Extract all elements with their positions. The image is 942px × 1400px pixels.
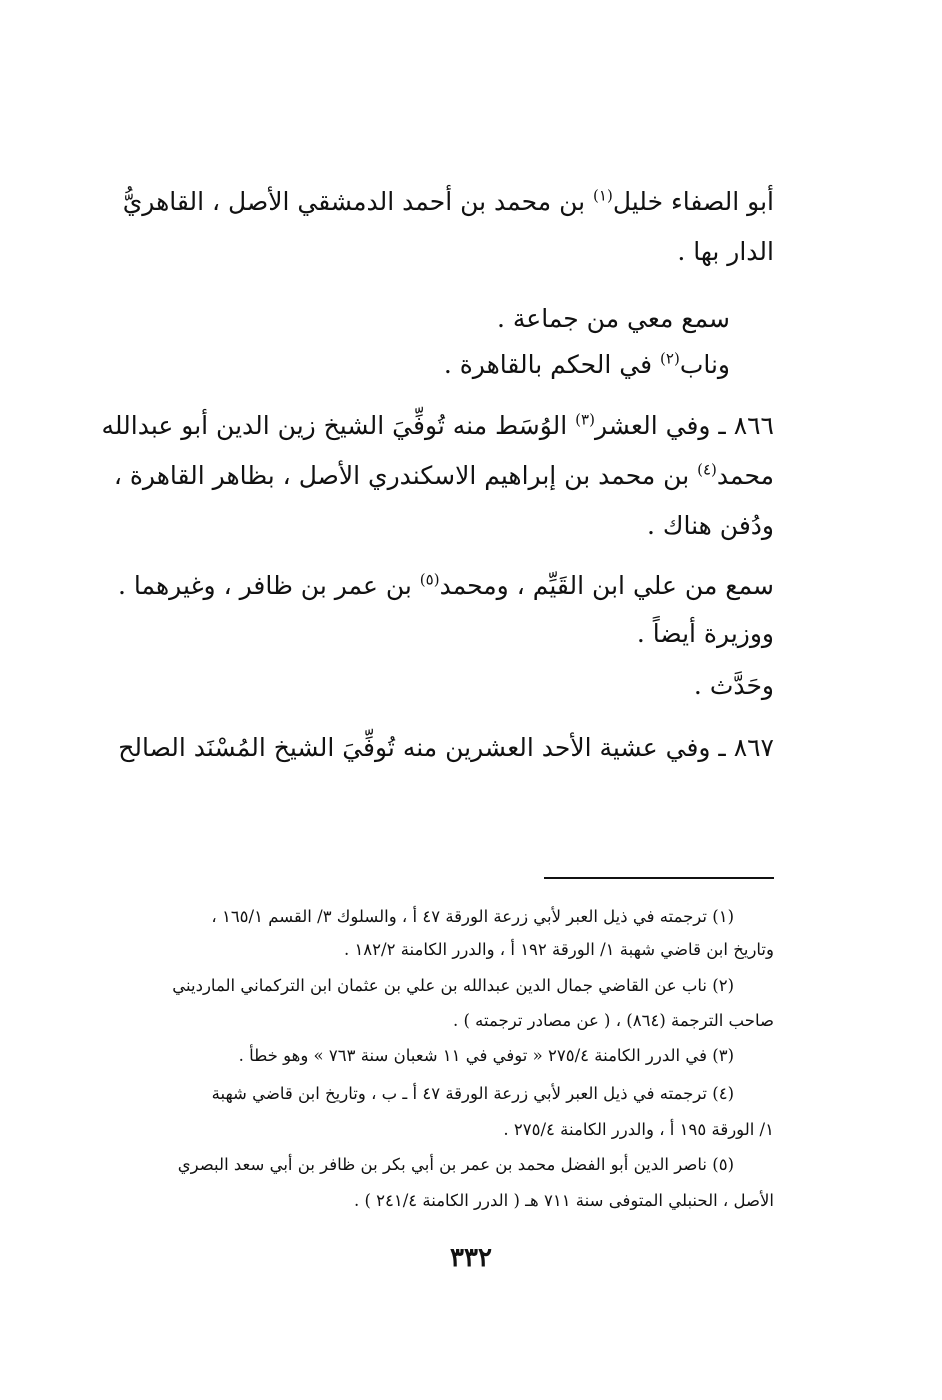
entry-866-line-3: [647, 508, 774, 544]
footnote-4-line-2: ١/ الورقة ١٩٥ أ ، والدرر الكامنة ٢٧٥/٤ .: [503, 1120, 774, 1139]
body-text: محمد: [716, 461, 774, 490]
body-text: بن محمد بن إبراهيم الاسكندري الأصل ، بظاهر القاهرة ،: [113, 461, 690, 490]
footnote-1-line-2: وتاريخ ابن قاضي شهبة ١/ الورقة ١٩٢ أ ، والدرر الكامنة ١٨٢/٢ .: [343, 940, 774, 959]
body-text: ووزيرة أيضاً .: [636, 619, 774, 648]
body-text: سمع من علي ابن القَيِّم ، ومحمد: [439, 571, 774, 600]
entry-866-line-2: [114, 458, 774, 494]
body-line-4: [444, 347, 730, 383]
body-line-3: [497, 301, 730, 337]
footnote-3: (٣) في الدرر الكامنة ٢٧٥/٤ « توفي في ١١ شعبان سنة ٧٦٣ » وهو خطأ .: [238, 1046, 734, 1065]
body-line-10: [694, 668, 774, 704]
footnote-1-line-1: (١) ترجمته في ذيل العبر لأبي زرعة الورقة ٤٧ أ ، والسلوك ٣/ القسم ١٦٥/١ ،: [211, 907, 734, 926]
body-text: ودُفن هناك .: [647, 511, 774, 540]
body-text: ٨٦٦ ـ وفي العشر: [594, 411, 774, 440]
page-number: ٣٣٢: [450, 1243, 492, 1273]
footnote-4-line-1: (٤) ترجمته في ذيل العبر لأبي زرعة الورقة ٤٧ أ ـ ب ، وتاريخ ابن قاضي شهبة: [211, 1084, 734, 1103]
footnote-ref-1: (١): [593, 186, 613, 205]
body-text: الوُسَط منه تُوفِّيَ الشيخ زين الدين أبو عبدالله: [101, 411, 568, 440]
footnote-ref-4: (٤): [697, 460, 717, 479]
body-line-1: [123, 184, 774, 220]
body-line-2: [677, 234, 774, 270]
footnote-5-line-2: الأصل ، الحنبلي المتوفى سنة ٧١١ هـ ( الدرر الكامنة ٢٤١/٤ ) .: [353, 1191, 774, 1210]
footnote-2-line-1: (٢) ناب عن القاضي جمال الدين عبدالله بن علي بن عثمان ابن التركماني الماردیني: [172, 976, 734, 995]
footnote-ref-5: (٥): [419, 570, 440, 589]
footnote-2-line-2: صاحب الترجمة (٨٦٤) ، ( عن مصادر ترجمته ) .: [452, 1011, 774, 1030]
body-text: بن محمد بن أحمد الدمشقي الأصل ، القاهريُّ: [122, 187, 586, 216]
entry-867-line-1: [118, 730, 774, 766]
body-text: وحَدَّث .: [693, 671, 774, 700]
body-text: سمع معي من جماعة .: [497, 304, 730, 333]
entry-866-line-1: [102, 408, 775, 444]
footnote-ref-3: (٣): [575, 410, 595, 429]
body-line-9: [637, 616, 774, 652]
footnote-5-line-1: (٥) ناصر الدين أبو الفضل محمد بن عمر بن أبي بكر بن ظافر بن أبي سعد البصري: [177, 1155, 734, 1174]
footnote-divider: [544, 877, 774, 879]
body-text: وناب: [679, 350, 730, 379]
footnote-ref-2: (٢): [660, 349, 680, 368]
body-text: بن عمر بن ظافر ، وغيرهما .: [118, 571, 412, 600]
body-text: الدار بها .: [677, 237, 774, 266]
body-text: ٨٦٧ ـ وفي عشية الأحد العشرين منه تُوفِّيَ الشيخ المُسْنَد الصالح: [118, 733, 774, 762]
body-text: أبو الصفاء خليل: [612, 187, 774, 216]
body-text: في الحكم بالقاهرة .: [443, 350, 653, 379]
body-line-8: [118, 568, 774, 604]
